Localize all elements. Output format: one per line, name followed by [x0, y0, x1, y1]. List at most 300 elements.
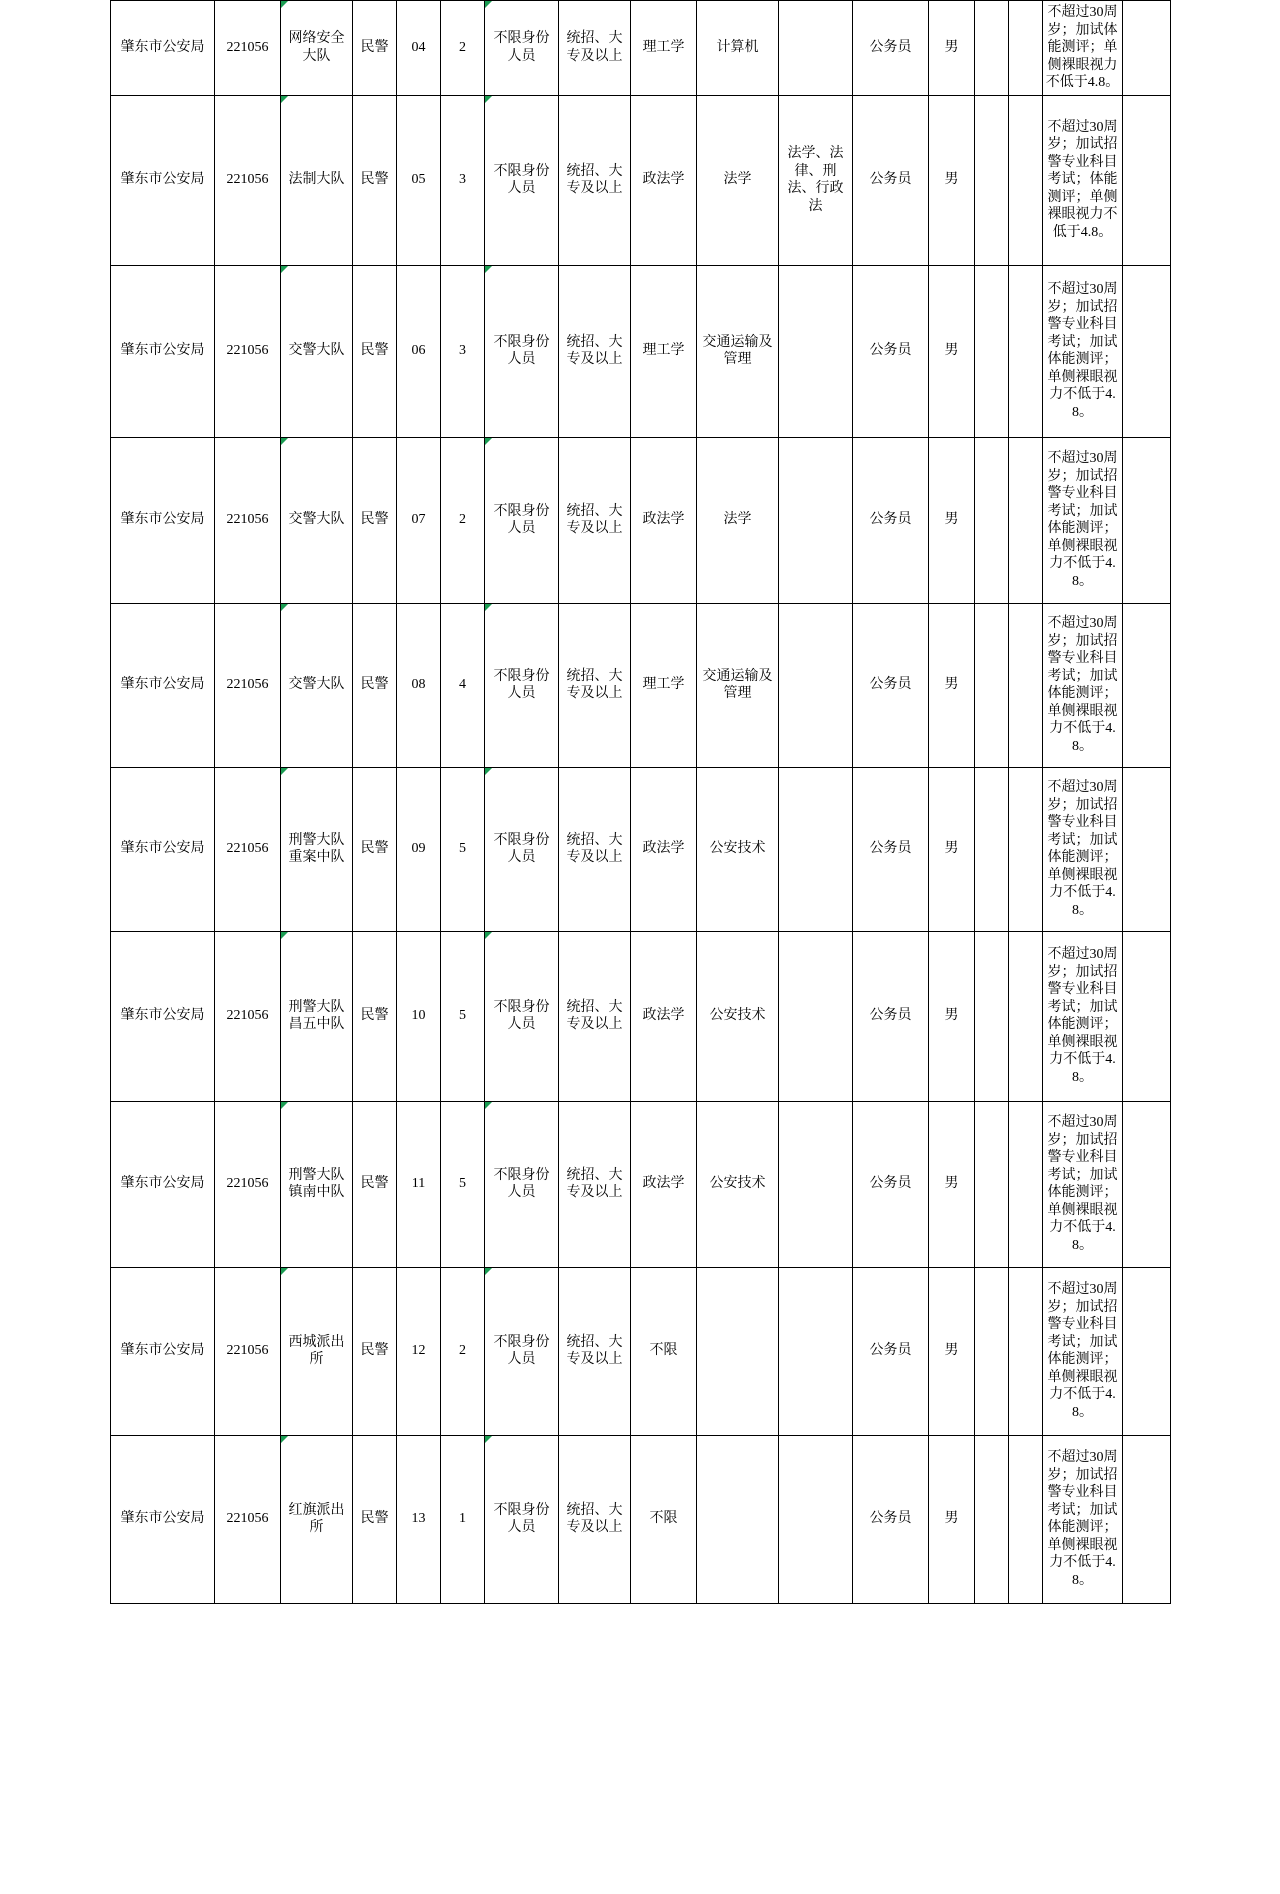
cell-major[interactable] — [697, 1267, 779, 1435]
cell-count[interactable] — [441, 603, 485, 767]
cell-department[interactable] — [281, 1435, 353, 1603]
cell-text: 不超过30周岁；加试招警专业科目考试；体能测评；单侧裸眼视力不低于4.8。 — [1047, 119, 1118, 240]
cell-remark[interactable] — [1043, 767, 1123, 931]
cell-text: 公安技术 — [709, 1176, 766, 1192]
cell-text: 不限身份人员 — [493, 1334, 550, 1367]
cell-department[interactable] — [281, 1, 353, 96]
cell-remark[interactable] — [1043, 1101, 1123, 1267]
cell-no[interactable] — [397, 95, 441, 265]
cell-text: 肇东市公安局 — [120, 1008, 205, 1024]
cell-employment-type[interactable] — [853, 437, 929, 603]
cell-text: 交警大队 — [288, 512, 345, 528]
cell-text: 民警 — [360, 1343, 389, 1359]
cell-department[interactable] — [281, 767, 353, 931]
cell-gender[interactable] — [929, 1435, 975, 1603]
cell-post[interactable] — [353, 265, 397, 437]
cell-organization[interactable] — [111, 265, 215, 437]
table-body — [111, 1, 1171, 1604]
cell-major-detail[interactable] — [779, 767, 853, 931]
cell-text: 统招、大专及以上 — [566, 334, 623, 367]
cell-text: 男 — [944, 343, 959, 359]
cell-text: 交警大队 — [288, 677, 345, 693]
cell-text: 221056 — [226, 512, 269, 528]
cell-post[interactable] — [353, 437, 397, 603]
cell-text: 政法学 — [642, 1008, 685, 1024]
cell-organization[interactable] — [111, 931, 215, 1101]
cell-major-detail[interactable] — [779, 931, 853, 1101]
cell-text: 刑警大队重案中队 — [288, 832, 345, 865]
comment-marker-icon — [281, 438, 288, 445]
cell-organization[interactable] — [111, 767, 215, 931]
comment-marker-icon — [485, 768, 492, 775]
cell-identity[interactable] — [485, 1, 559, 96]
cell-organization[interactable] — [111, 437, 215, 603]
cell-gender[interactable] — [929, 1267, 975, 1435]
cell-blank2[interactable] — [1009, 1435, 1043, 1603]
cell-major-category[interactable] — [631, 437, 697, 603]
cell-text: 不限 — [649, 1343, 678, 1359]
cell-organization[interactable] — [111, 1435, 215, 1603]
cell-text: 刑警大队镇南中队 — [288, 1167, 345, 1200]
cell-text: 不超过30周岁；加试招警专业科目考试；加试体能测评；单侧裸眼视力不低于4.8。 — [1047, 780, 1118, 918]
cell-education[interactable] — [559, 1, 631, 96]
cell-blank3[interactable] — [1123, 437, 1171, 603]
cell-text: 221056 — [226, 343, 269, 359]
cell-text: 交警大队 — [288, 343, 345, 359]
cell-text: 2 — [459, 1343, 466, 1359]
cell-blank2[interactable] — [1009, 1267, 1043, 1435]
cell-education[interactable] — [559, 767, 631, 931]
cell-code[interactable] — [215, 1267, 281, 1435]
cell-major-category[interactable] — [631, 95, 697, 265]
cell-education[interactable] — [559, 931, 631, 1101]
cell-gender[interactable] — [929, 603, 975, 767]
cell-blank2[interactable] — [1009, 95, 1043, 265]
comment-marker-icon — [281, 1268, 288, 1275]
cell-major-detail[interactable] — [779, 1267, 853, 1435]
cell-blank2[interactable] — [1009, 437, 1043, 603]
cell-text: 公务员 — [869, 172, 912, 188]
cell-text: 刑警大队昌五中队 — [288, 999, 345, 1032]
cell-code[interactable] — [215, 931, 281, 1101]
cell-education[interactable] — [559, 95, 631, 265]
cell-identity[interactable] — [485, 603, 559, 767]
table-row — [111, 1267, 1171, 1435]
cell-text: 统招、大专及以上 — [566, 503, 623, 536]
cell-employment-type[interactable] — [853, 1435, 929, 1603]
cell-remark[interactable] — [1043, 603, 1123, 767]
cell-education[interactable] — [559, 265, 631, 437]
cell-text: 221056 — [226, 1511, 269, 1527]
cell-no[interactable] — [397, 1101, 441, 1267]
cell-remark[interactable] — [1043, 1435, 1123, 1603]
cell-text: 男 — [944, 1176, 959, 1192]
cell-education[interactable] — [559, 1101, 631, 1267]
cell-remark[interactable] — [1043, 265, 1123, 437]
table-row — [111, 767, 1171, 931]
cell-text: 统招、大专及以上 — [566, 1334, 623, 1367]
cell-major-category[interactable] — [631, 931, 697, 1101]
cell-text: 05 — [411, 172, 426, 188]
cell-blank3[interactable] — [1123, 931, 1171, 1101]
cell-text: 肇东市公安局 — [120, 1176, 205, 1192]
cell-organization[interactable] — [111, 1267, 215, 1435]
cell-code[interactable] — [215, 95, 281, 265]
cell-major-category[interactable] — [631, 603, 697, 767]
cell-text: 肇东市公安局 — [120, 841, 205, 857]
cell-count[interactable] — [441, 265, 485, 437]
cell-identity[interactable] — [485, 767, 559, 931]
cell-blank3[interactable] — [1123, 767, 1171, 931]
cell-text: 法学、法律、刑法、行政法 — [787, 146, 844, 214]
cell-organization[interactable] — [111, 603, 215, 767]
cell-text: 不限身份人员 — [493, 1502, 550, 1535]
cell-text: 男 — [944, 1343, 959, 1359]
cell-text: 公务员 — [869, 841, 912, 857]
cell-gender[interactable] — [929, 437, 975, 603]
cell-blank2[interactable] — [1009, 265, 1043, 437]
cell-major-detail[interactable] — [779, 603, 853, 767]
cell-blank1[interactable] — [975, 1101, 1009, 1267]
cell-major-category[interactable] — [631, 1267, 697, 1435]
cell-text: 男 — [944, 172, 959, 188]
cell-text: 统招、大专及以上 — [566, 832, 623, 865]
cell-text: 不超过30周岁；加试招警专业科目考试；加试体能测评；单侧裸眼视力不低于4.8。 — [1047, 1115, 1118, 1253]
cell-blank1[interactable] — [975, 603, 1009, 767]
cell-text: 西城派出所 — [288, 1334, 345, 1367]
cell-text: 221056 — [226, 40, 269, 55]
cell-text: 肇东市公安局 — [120, 1511, 205, 1527]
cell-text: 11 — [411, 1176, 426, 1192]
cell-text: 理工学 — [642, 343, 685, 359]
cell-text: 交通运输及管理 — [702, 668, 773, 701]
cell-blank3[interactable] — [1123, 603, 1171, 767]
cell-text: 肇东市公安局 — [120, 172, 205, 188]
cell-major[interactable] — [697, 1101, 779, 1267]
cell-text: 不超过30周岁；加试招警专业科目考试；加试体能测评；单侧裸眼视力不低于4.8。 — [1047, 947, 1118, 1085]
cell-blank3[interactable] — [1123, 1267, 1171, 1435]
cell-text: 1 — [459, 1511, 466, 1527]
cell-blank1[interactable] — [975, 931, 1009, 1101]
comment-marker-icon — [281, 96, 288, 103]
cell-no[interactable] — [397, 1435, 441, 1603]
cell-text: 男 — [944, 512, 959, 528]
cell-blank3[interactable] — [1123, 1, 1171, 96]
cell-blank2[interactable] — [1009, 767, 1043, 931]
cell-major[interactable] — [697, 1, 779, 96]
table-row — [111, 931, 1171, 1101]
cell-major-detail[interactable] — [779, 1435, 853, 1603]
spreadsheet-sheet — [110, 0, 1170, 1604]
cell-text: 法学 — [723, 172, 752, 188]
cell-department[interactable] — [281, 1267, 353, 1435]
cell-identity[interactable] — [485, 265, 559, 437]
cell-gender[interactable] — [929, 767, 975, 931]
cell-remark[interactable] — [1043, 437, 1123, 603]
cell-no[interactable] — [397, 1267, 441, 1435]
cell-gender[interactable] — [929, 931, 975, 1101]
cell-text: 2 — [459, 40, 466, 55]
table-row — [111, 1101, 1171, 1267]
cell-identity[interactable] — [485, 437, 559, 603]
comment-marker-icon — [485, 266, 492, 273]
cell-text: 计算机 — [716, 40, 759, 55]
cell-department[interactable] — [281, 265, 353, 437]
cell-blank1[interactable] — [975, 1267, 1009, 1435]
cell-blank1[interactable] — [975, 437, 1009, 603]
cell-employment-type[interactable] — [853, 265, 929, 437]
cell-blank1[interactable] — [975, 1435, 1009, 1603]
cell-count[interactable] — [441, 767, 485, 931]
cell-blank1[interactable] — [975, 767, 1009, 931]
cell-text: 法制大队 — [288, 172, 345, 188]
cell-gender[interactable] — [929, 265, 975, 437]
table-row — [111, 265, 1171, 437]
cell-employment-type[interactable] — [853, 1267, 929, 1435]
cell-text: 不限身份人员 — [493, 334, 550, 367]
cell-text: 221056 — [226, 677, 269, 693]
comment-marker-icon — [485, 604, 492, 611]
cell-text: 09 — [411, 841, 426, 857]
cell-no[interactable] — [397, 931, 441, 1101]
cell-count[interactable] — [441, 1, 485, 96]
cell-count[interactable] — [441, 1435, 485, 1603]
cell-code[interactable] — [215, 1435, 281, 1603]
cell-employment-type[interactable] — [853, 1101, 929, 1267]
cell-employment-type[interactable] — [853, 1, 929, 96]
cell-text: 公务员 — [869, 1176, 912, 1192]
table-row — [111, 1, 1171, 96]
cell-major[interactable] — [697, 95, 779, 265]
comment-marker-icon — [485, 1268, 492, 1275]
cell-remark[interactable] — [1043, 95, 1123, 265]
cell-text: 政法学 — [642, 1176, 685, 1192]
comment-marker-icon — [281, 1436, 288, 1443]
cell-identity[interactable] — [485, 95, 559, 265]
cell-major-category[interactable] — [631, 265, 697, 437]
cell-text: 民警 — [360, 677, 389, 693]
cell-gender[interactable] — [929, 1101, 975, 1267]
cell-organization[interactable] — [111, 95, 215, 265]
cell-text: 5 — [459, 1176, 466, 1192]
cell-text: 民警 — [360, 512, 389, 528]
cell-count[interactable] — [441, 437, 485, 603]
cell-major-detail[interactable] — [779, 265, 853, 437]
table-row — [111, 603, 1171, 767]
cell-major[interactable] — [697, 767, 779, 931]
cell-text: 4 — [459, 677, 466, 693]
cell-text: 221056 — [226, 1343, 269, 1359]
cell-no[interactable] — [397, 437, 441, 603]
cell-department[interactable] — [281, 437, 353, 603]
comment-marker-icon — [281, 932, 288, 939]
cell-employment-type[interactable] — [853, 767, 929, 931]
cell-text: 民警 — [360, 1008, 389, 1024]
comment-marker-icon — [281, 1, 288, 8]
cell-post[interactable] — [353, 931, 397, 1101]
cell-count[interactable] — [441, 931, 485, 1101]
cell-text: 不超过30周岁；加试招警专业科目考试；加试体能测评；单侧裸眼视力不低于4.8。 — [1047, 1282, 1118, 1420]
cell-department[interactable] — [281, 931, 353, 1101]
cell-blank1[interactable] — [975, 265, 1009, 437]
cell-text: 理工学 — [642, 40, 685, 55]
cell-text: 肇东市公安局 — [120, 1343, 205, 1359]
cell-text: 公务员 — [869, 1511, 912, 1527]
cell-post[interactable] — [353, 1101, 397, 1267]
cell-text: 07 — [411, 512, 426, 528]
cell-no[interactable] — [397, 265, 441, 437]
comment-marker-icon — [485, 1, 492, 8]
cell-organization[interactable] — [111, 1101, 215, 1267]
cell-text: 统招、大专及以上 — [566, 1502, 623, 1535]
cell-major[interactable] — [697, 603, 779, 767]
cell-text: 肇东市公安局 — [120, 512, 205, 528]
cell-code[interactable] — [215, 767, 281, 931]
cell-text: 男 — [944, 1511, 959, 1527]
cell-text: 10 — [411, 1008, 426, 1024]
cell-organization[interactable] — [111, 1, 215, 96]
cell-identity[interactable] — [485, 931, 559, 1101]
cell-text: 民警 — [360, 343, 389, 359]
cell-post[interactable] — [353, 1267, 397, 1435]
cell-department[interactable] — [281, 603, 353, 767]
recruitment-table — [110, 0, 1171, 1604]
cell-code[interactable] — [215, 437, 281, 603]
cell-blank3[interactable] — [1123, 265, 1171, 437]
cell-text: 不超过30周岁；加试体能测评；单侧裸眼视力不低于4.8。 — [1045, 5, 1120, 90]
cell-blank2[interactable] — [1009, 1, 1043, 96]
cell-major-category[interactable] — [631, 1435, 697, 1603]
cell-text: 221056 — [226, 841, 269, 857]
cell-no[interactable] — [397, 1, 441, 96]
cell-text: 法学 — [723, 512, 752, 528]
cell-text: 公务员 — [869, 1008, 912, 1024]
cell-count[interactable] — [441, 95, 485, 265]
cell-code[interactable] — [215, 265, 281, 437]
comment-marker-icon — [281, 604, 288, 611]
cell-text: 不限身份人员 — [493, 503, 550, 536]
cell-text: 肇东市公安局 — [120, 40, 205, 55]
cell-identity[interactable] — [485, 1101, 559, 1267]
cell-text: 不限身份人员 — [493, 668, 550, 701]
cell-blank1[interactable] — [975, 95, 1009, 265]
cell-major-category[interactable] — [631, 1101, 697, 1267]
cell-major-detail[interactable] — [779, 95, 853, 265]
cell-post[interactable] — [353, 1435, 397, 1603]
cell-no[interactable] — [397, 603, 441, 767]
comment-marker-icon — [485, 1436, 492, 1443]
cell-code[interactable] — [215, 603, 281, 767]
cell-major[interactable] — [697, 265, 779, 437]
cell-identity[interactable] — [485, 1435, 559, 1603]
cell-text: 男 — [944, 40, 959, 55]
cell-text: 男 — [944, 841, 959, 857]
cell-major-detail[interactable] — [779, 1, 853, 96]
cell-department[interactable] — [281, 1101, 353, 1267]
cell-text: 不限身份人员 — [493, 999, 550, 1032]
cell-major-category[interactable] — [631, 1, 697, 96]
cell-text: 不限身份人员 — [493, 163, 550, 196]
cell-code[interactable] — [215, 1, 281, 96]
cell-major[interactable] — [697, 437, 779, 603]
cell-major-detail[interactable] — [779, 437, 853, 603]
comment-marker-icon — [485, 96, 492, 103]
table-row — [111, 437, 1171, 603]
cell-no[interactable] — [397, 767, 441, 931]
cell-gender[interactable] — [929, 95, 975, 265]
cell-text: 不限身份人员 — [493, 832, 550, 865]
cell-blank3[interactable] — [1123, 95, 1171, 265]
cell-text: 不限身份人员 — [493, 1167, 550, 1200]
cell-text: 统招、大专及以上 — [566, 163, 623, 196]
cell-text: 统招、大专及以上 — [566, 668, 623, 701]
cell-blank3[interactable] — [1123, 1435, 1171, 1603]
cell-post[interactable] — [353, 1, 397, 96]
cell-text: 不超过30周岁；加试招警专业科目考试；加试体能测评；单侧裸眼视力不低于4.8。 — [1047, 451, 1118, 589]
cell-post[interactable] — [353, 603, 397, 767]
cell-text: 08 — [411, 677, 426, 693]
cell-blank2[interactable] — [1009, 603, 1043, 767]
cell-education[interactable] — [559, 1267, 631, 1435]
cell-remark[interactable] — [1043, 931, 1123, 1101]
cell-code[interactable] — [215, 1101, 281, 1267]
cell-post[interactable] — [353, 767, 397, 931]
cell-text: 民警 — [360, 1176, 389, 1192]
cell-employment-type[interactable] — [853, 931, 929, 1101]
cell-text: 不超过30周岁；加试招警专业科目考试；加试体能测评；单侧裸眼视力不低于4.8。 — [1047, 282, 1118, 420]
cell-text: 统招、大专及以上 — [566, 1167, 623, 1200]
cell-text: 公务员 — [869, 40, 912, 55]
cell-blank2[interactable] — [1009, 931, 1043, 1101]
cell-blank2[interactable] — [1009, 1101, 1043, 1267]
cell-count[interactable] — [441, 1267, 485, 1435]
cell-education[interactable] — [559, 437, 631, 603]
cell-count[interactable] — [441, 1101, 485, 1267]
cell-text: 不限 — [649, 1511, 678, 1527]
cell-post[interactable] — [353, 95, 397, 265]
cell-text: 04 — [411, 40, 426, 55]
cell-department[interactable] — [281, 95, 353, 265]
cell-text: 统招、大专及以上 — [566, 31, 623, 64]
cell-text: 网络安全大队 — [288, 31, 345, 64]
cell-blank3[interactable] — [1123, 1101, 1171, 1267]
cell-remark[interactable] — [1043, 1267, 1123, 1435]
cell-text: 统招、大专及以上 — [566, 999, 623, 1032]
cell-text: 肇东市公安局 — [120, 677, 205, 693]
cell-text: 不超过30周岁；加试招警专业科目考试；加试体能测评；单侧裸眼视力不低于4.8。 — [1047, 1450, 1118, 1588]
cell-major-category[interactable] — [631, 767, 697, 931]
cell-gender[interactable] — [929, 1, 975, 96]
cell-major-detail[interactable] — [779, 1101, 853, 1267]
cell-text: 公务员 — [869, 677, 912, 693]
cell-major[interactable] — [697, 1435, 779, 1603]
cell-text: 男 — [944, 1008, 959, 1024]
cell-major[interactable] — [697, 931, 779, 1101]
cell-employment-type[interactable] — [853, 95, 929, 265]
cell-identity[interactable] — [485, 1267, 559, 1435]
cell-text: 13 — [411, 1511, 426, 1527]
cell-education[interactable] — [559, 603, 631, 767]
cell-text: 政法学 — [642, 841, 685, 857]
cell-employment-type[interactable] — [853, 603, 929, 767]
cell-text: 民警 — [360, 172, 389, 188]
table-row — [111, 95, 1171, 265]
cell-blank1[interactable] — [975, 1, 1009, 96]
cell-text: 公务员 — [869, 1343, 912, 1359]
cell-remark[interactable] — [1043, 1, 1123, 96]
cell-education[interactable] — [559, 1435, 631, 1603]
cell-text: 不限身份人员 — [493, 31, 550, 64]
